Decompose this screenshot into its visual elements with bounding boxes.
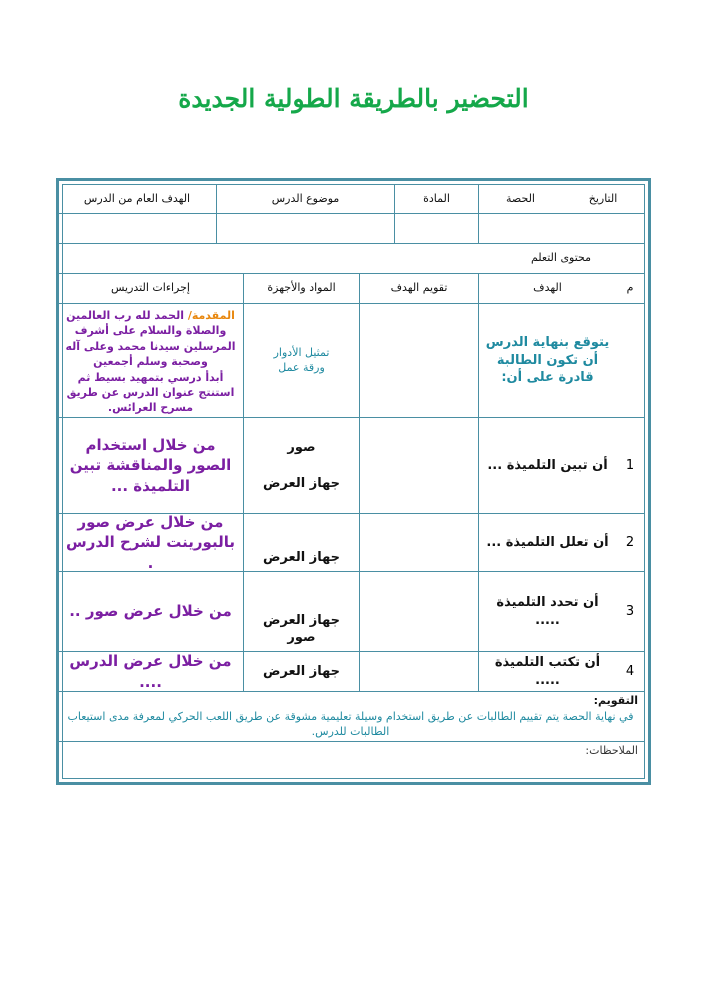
content-label: محتوى التعلم [478, 243, 644, 273]
row-2-materials-line2: جهاز العرض [262, 550, 341, 566]
row-4-goal: أن تكتب التلميذة ..... [478, 651, 616, 691]
row-3-materials [243, 571, 359, 651]
evaluation-section [57, 691, 644, 741]
row-1-assessment [359, 417, 478, 513]
header-topic: موضوع الدرس [216, 185, 394, 213]
row-3-procedure: من خلال عرض صور .. [57, 571, 243, 651]
intro-procedure-text: الحمد لله رب العالمين والصلاة والسلام على أشرف المرسلين سيدنا محمد وعلى آله وصحبة وسلم أجمعين [65, 309, 236, 369]
col-materials: المواد والأجهزة [243, 273, 359, 303]
intro-procedure-text2: أبدأ درسي بتمهيد بسيط ثم استنتج عنوان الدرس عن طريق مسرح العرائس. [66, 370, 235, 415]
col-num: م [616, 273, 644, 303]
row-4-materials [243, 651, 359, 691]
content-value[interactable] [57, 243, 478, 273]
row-1-num: 1 [616, 417, 644, 513]
lesson-plan-table [62, 184, 645, 779]
period-value[interactable] [478, 213, 562, 243]
notes-label: الملاحظات: [585, 744, 638, 757]
intro-procedure [57, 303, 243, 417]
row-1-materials-line2: جهاز العرض [262, 475, 341, 491]
col-procedures: إجراءات التدريس [57, 273, 243, 303]
row-2-num: 2 [616, 513, 644, 571]
intro-assessment [359, 303, 478, 417]
row-4-num: 4 [616, 651, 644, 691]
intro-goal: يتوقع بنهاية الدرس أن تكون الطالبة قادرة على أن: [478, 303, 616, 417]
row-1-materials-line1: صور [287, 439, 316, 455]
intro-procedure-label: المقدمة/ [187, 309, 235, 322]
row-4-materials-line1: جهاز العرض [262, 663, 341, 679]
header-subject: المادة [394, 185, 478, 213]
intro-materials-line1: تمثيل الأدوار [273, 345, 330, 359]
row-1-materials [243, 417, 359, 513]
intro-materials-line2: ورقة عمل [278, 360, 325, 374]
row-1-procedure: من خلال استخدام الصور والمناقشة تبين التلميذة ... [57, 417, 243, 513]
row-2-materials [243, 513, 359, 571]
header-period: الحصة [478, 185, 562, 213]
topic-value[interactable] [216, 213, 394, 243]
row-2-procedure: من خلال عرض صور بالبورينت لشرح الدرس . [57, 513, 243, 571]
col-goal: الهدف [478, 273, 616, 303]
general-goal-value[interactable] [57, 213, 216, 243]
row-2-assessment [359, 513, 478, 571]
row-3-materials-line1: جهاز العرض [262, 612, 341, 628]
notes-section[interactable] [57, 741, 644, 780]
row-3-num: 3 [616, 571, 644, 651]
col-assessment: تقويم الهدف [359, 273, 478, 303]
intro-num [616, 303, 644, 417]
row-3-materials-line2: صور [287, 630, 316, 646]
subject-value[interactable] [394, 213, 478, 243]
row-2-goal: أن تعلل التلميذة ... [478, 513, 616, 571]
row-4-assessment [359, 651, 478, 691]
header-general-goal: الهدف العام من الدرس [57, 185, 216, 213]
evaluation-text: في نهاية الحصة يتم تقييم الطالبات عن طريق استخدام وسيلة تعليمية مشوقة عن طريق اللعب الحركي لمعرفة مدى استيعاب الطالبات للدرس. [67, 709, 634, 739]
intro-materials [243, 303, 359, 417]
header-date: التاريخ [588, 191, 618, 205]
row-4-procedure: من خلال عرض الدرس .... [57, 651, 243, 691]
lesson-plan-frame [56, 178, 651, 785]
row-3-goal: أن تحدد التلميذة ..... [478, 571, 616, 651]
date-value[interactable] [562, 213, 644, 243]
evaluation-label: التقويم: [593, 694, 638, 707]
page-title: التحضير بالطريقة الطولية الجديدة [178, 84, 529, 113]
row-3-assessment [359, 571, 478, 651]
row-1-goal: أن تبين التلميذة ... [478, 417, 616, 513]
